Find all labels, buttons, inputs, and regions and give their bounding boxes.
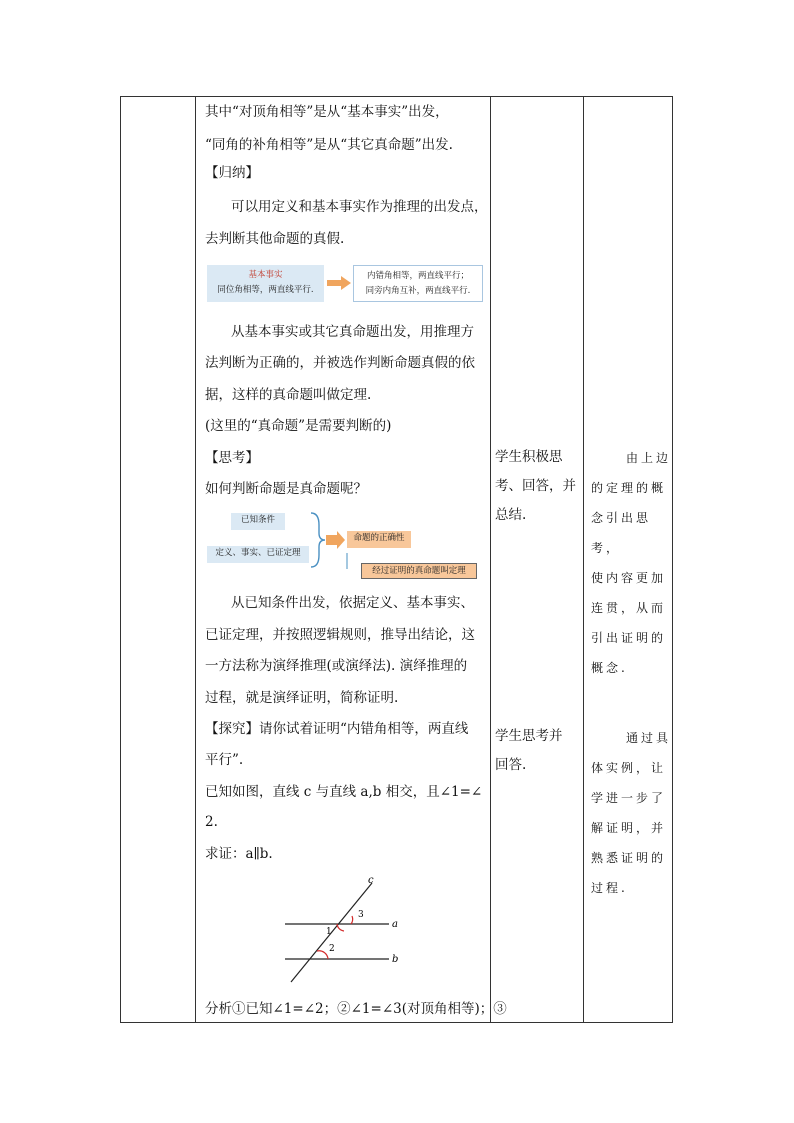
arrow-right-icon [327,276,351,290]
text-line: 一方法称为演绎推理(或演绎法). 演绎推理的 [205,658,468,674]
label-angle-1: 1 [326,927,332,937]
student-activity-1 [495,443,583,530]
label-a: a [392,919,398,930]
theorem-definition-box: 经过证明的真命题叫定理 [361,563,477,579]
intent-line: 使内容更加 [591,571,667,585]
basic-fact-box [207,265,324,302]
text-line: 据，这样的真命题叫做定理. [205,387,372,403]
text-line: 如何判断命题是真命题呢？ [205,481,367,497]
intent-line: 连贯，从而 [591,601,667,615]
text-line: 从已知条件出发，依据定义、基本事实、 [231,595,474,611]
student-activity-2 [495,722,583,780]
text-line: 2. [205,814,218,830]
label-angle-2: 2 [329,944,335,954]
text-line: 过程，就是演绎证明，简称证明. [205,690,399,706]
text-line: (这里的“真命题”是需要判断的) [205,418,392,434]
intent-line: 念引出思考， [591,511,652,555]
activity-line: 学生思考并 [495,728,563,744]
label-c: c [368,875,374,886]
text-line: 从基本事实或其它真命题出发，用推理方 [231,324,474,340]
section-heading-explore: 【探究】请你试着证明“内错角相等，两直线 [205,721,469,737]
intent-line: 引出证明的 [591,631,667,645]
parallel-lines-figure [281,873,431,988]
text-line: 其中“对顶角相等”是从“基本事实”出发， [205,104,449,120]
text-line: 分析①已知∠1=∠2；②∠1=∠3(对顶角相等)；③ [205,1001,507,1017]
basic-fact-text: 同位角相等，两直线平行. [217,285,314,295]
column-divider-3 [583,97,584,1022]
activity-line: 总结. [495,507,527,523]
text-line: “同角的补角相等”是从“其它真命题”出发. [205,137,453,153]
derived-line-2: 同旁内角互补，两直线平行. [365,286,471,296]
angle-2-mark [317,951,328,959]
activity-line: 考、回答，并 [495,478,576,494]
derived-theorems-box [353,265,483,302]
basic-fact-title: 基本事实 [248,270,283,280]
intent-line: 概念. [591,661,628,675]
text-line: 法判断为正确的，并被选作判断命题真假的依 [205,355,475,371]
section-heading-summary: 【归纳】 [205,165,259,181]
derived-line-1: 内错角相等，两直线平行； [366,271,469,281]
intent-line: 过程. [591,881,628,895]
correctness-box: 命题的正确性 [347,531,411,548]
label-angle-3: 3 [358,910,364,920]
activity-line: 学生积极思 [495,449,563,465]
intent-line: 的定理的概 [591,481,667,495]
intent-line: 学进一步了 [591,791,667,805]
design-intent-1 [591,443,671,683]
design-intent-2 [591,723,671,903]
text-line: 可以用定义和基本事实作为推理的出发点， [231,199,488,215]
activity-line: 回答. [495,757,527,773]
intent-line: 由上边 [625,451,671,465]
text-line: 已知如图，直线 c 与直线 a,b 相交，且∠1=∠ [205,784,483,800]
label-b: b [392,954,399,965]
definitions-box: 定义、事实、已证定理 [207,546,309,563]
intent-line: 熟悉证明的 [591,851,667,865]
intent-line: 解证明，并 [591,821,667,835]
angle-3-mark [351,916,353,924]
column-divider-2 [490,97,491,1022]
intent-line: 通过具 [625,731,671,745]
text-line: 去判断其他命题的真假. [205,231,345,247]
known-condition-box: 已知条件 [231,513,285,530]
lesson-table [120,96,673,1023]
text-line: 已证定理，并按照逻辑规则，推导出结论，这 [205,627,475,643]
column-divider-1 [195,97,196,1022]
intent-line: 体实例，让 [591,761,667,775]
text-line: 平行”. [205,752,244,768]
text-line: 求证：a∥b. [205,846,273,862]
section-heading-think: 【思考】 [205,450,259,466]
